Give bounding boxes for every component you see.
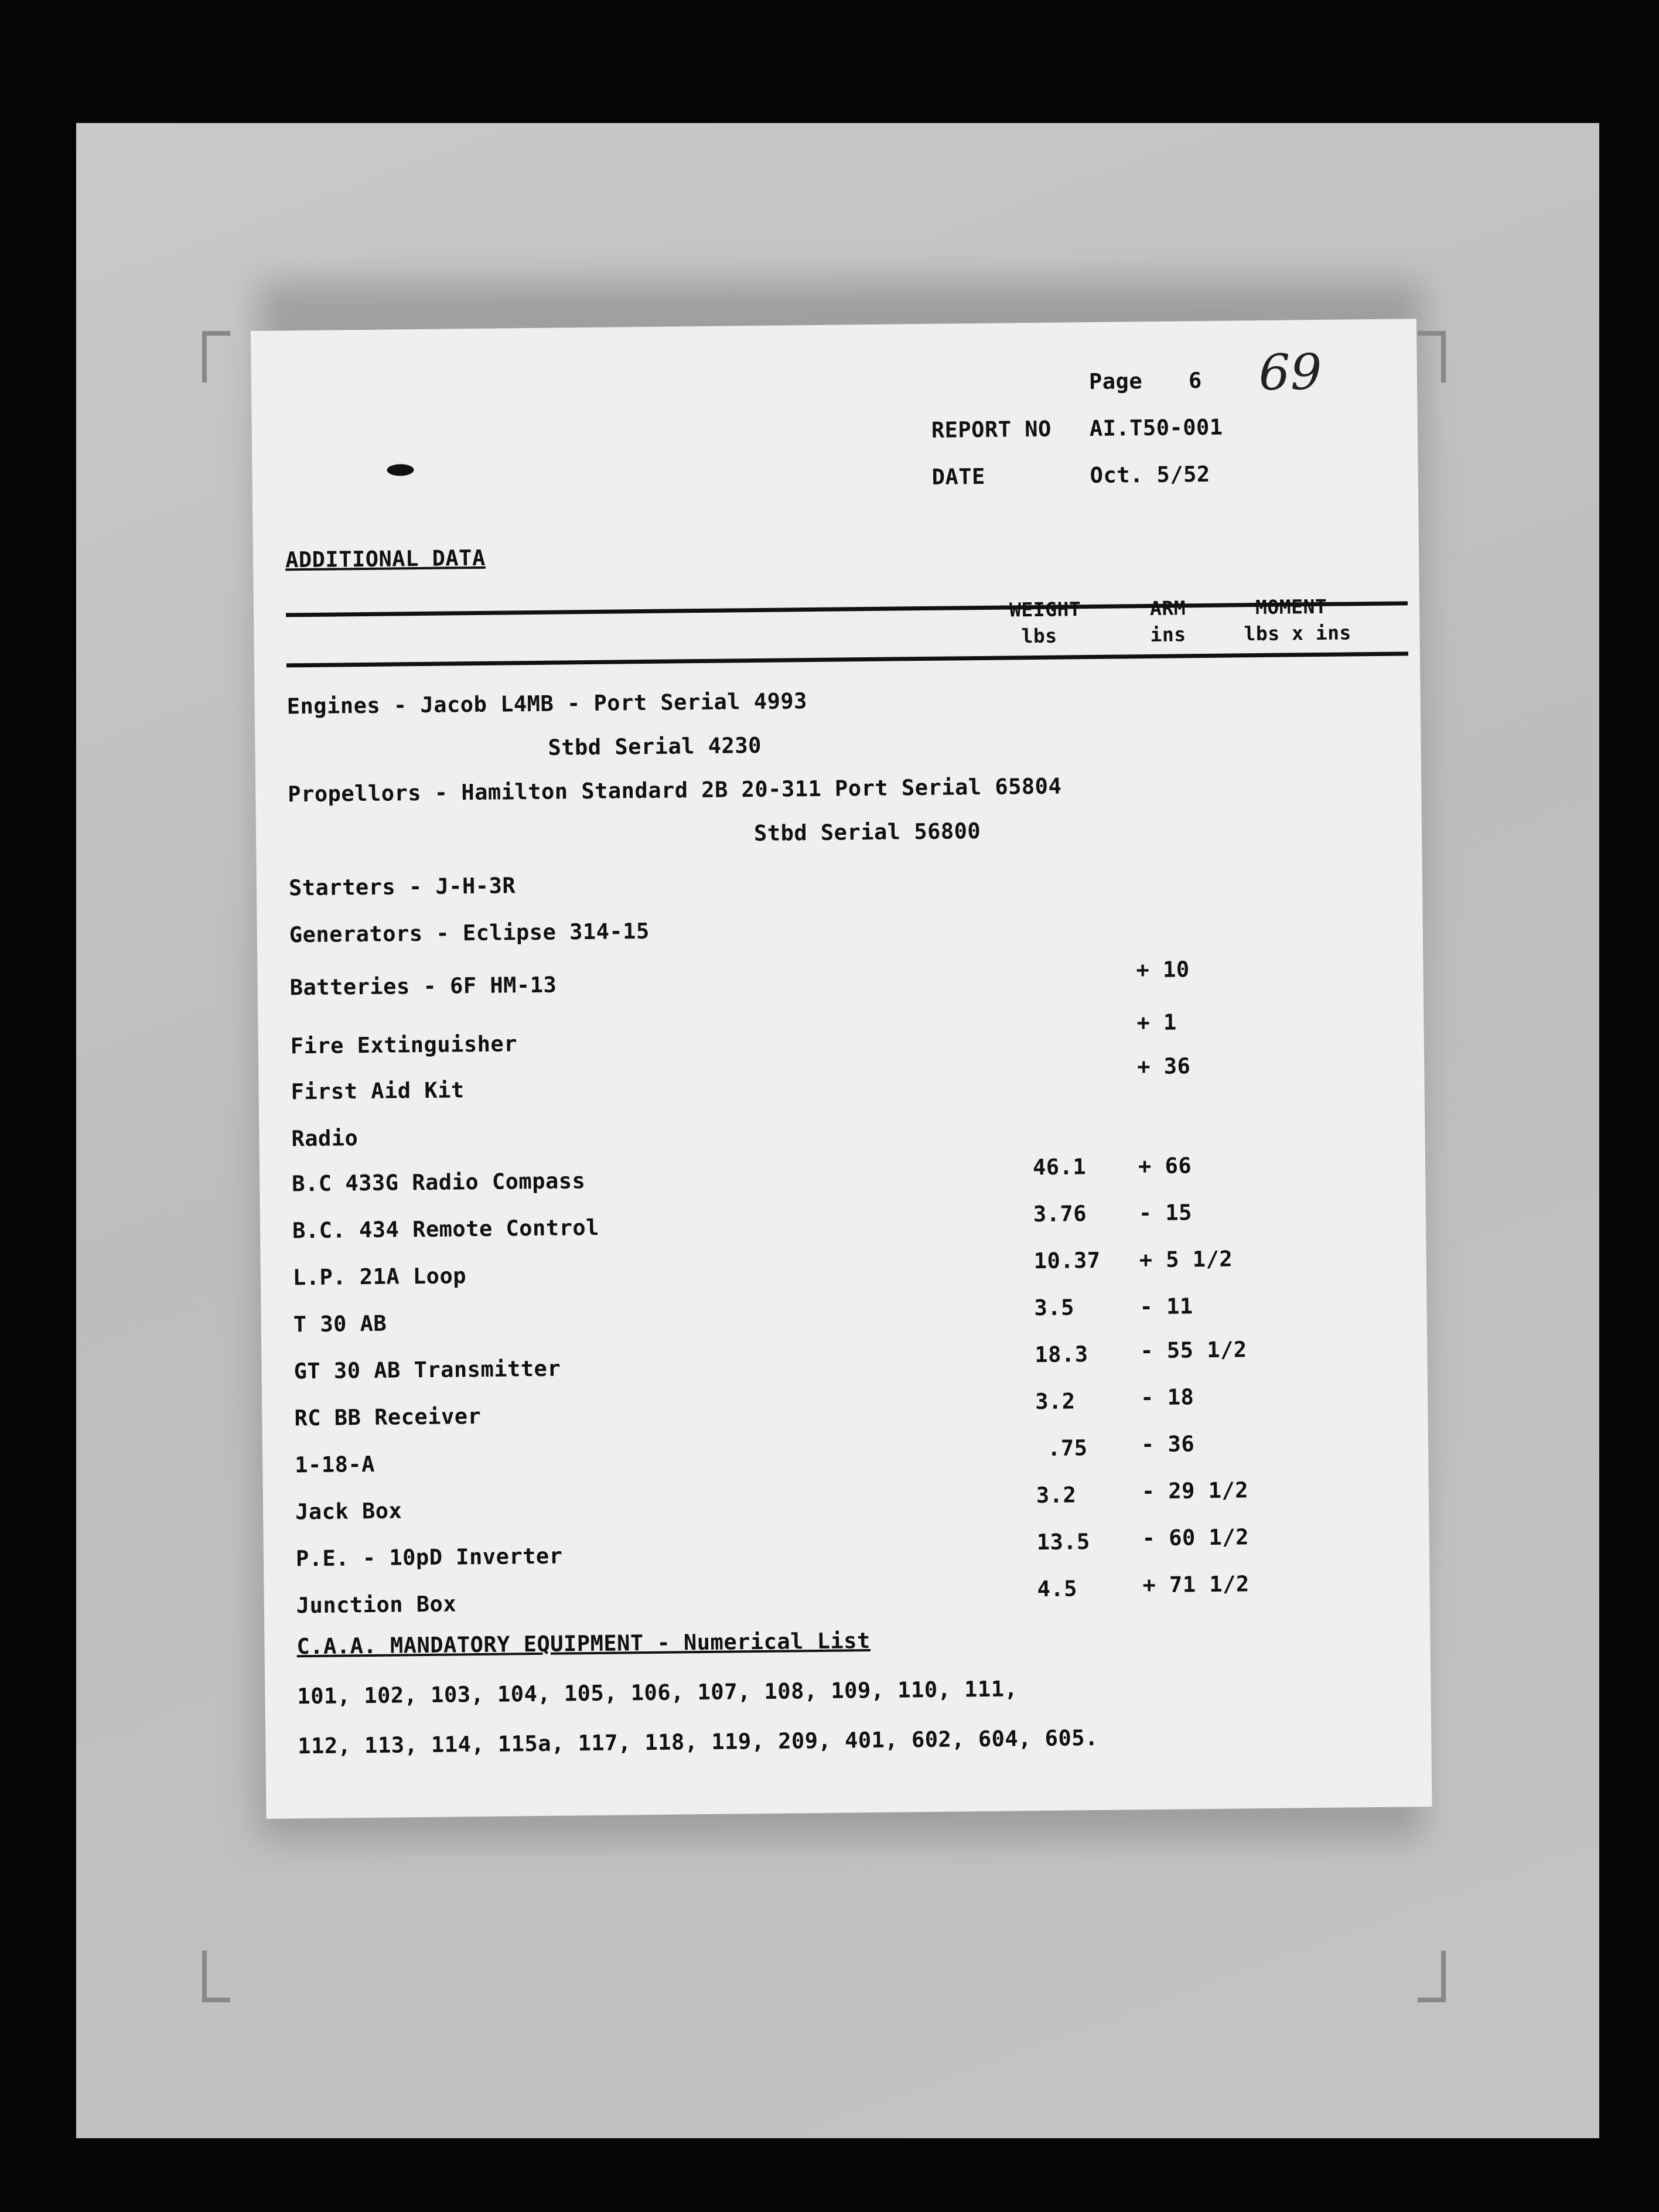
item-name: Junction Box xyxy=(296,1591,457,1619)
item-arm: - 55 1/2 xyxy=(1140,1337,1247,1364)
crop-mark xyxy=(202,1951,230,2002)
header-rule-bottom xyxy=(286,651,1408,667)
crop-mark xyxy=(1418,1951,1446,2002)
item-name: Fire Extinguisher xyxy=(290,1031,518,1059)
date-value: Oct. 5/52 xyxy=(1090,461,1210,489)
item-name: 1-18-A xyxy=(295,1451,376,1478)
item-arm: - 60 1/2 xyxy=(1142,1524,1250,1551)
mandatory-list-line-2: 112, 113, 114, 115a, 117, 118, 119, 209, 401, 602, 604, 605. xyxy=(298,1725,1099,1759)
ink-blot xyxy=(387,464,414,476)
item-name: First Aid Kit xyxy=(291,1077,465,1105)
mandatory-title: C.A.A. MANDATORY EQUIPMENT - Numerical List xyxy=(296,1628,871,1660)
item-arm: - 15 xyxy=(1138,1200,1193,1226)
item-arm: - 29 1/2 xyxy=(1141,1477,1249,1504)
item-arm: + 66 xyxy=(1138,1153,1192,1179)
starters-line: Starters - J-H-3R xyxy=(288,873,516,901)
item-arm: - 36 xyxy=(1141,1431,1195,1457)
header-rule-top xyxy=(286,601,1408,617)
section-title: ADDITIONAL DATA xyxy=(285,545,486,573)
generators-line: Generators - Eclipse 314-15 xyxy=(289,918,650,948)
item-name: RC BB Receiver xyxy=(294,1403,482,1431)
page-label: Page xyxy=(1088,368,1143,395)
report-label: REPORT NO xyxy=(931,416,1052,443)
item-name: B.C. 434 Remote Control xyxy=(292,1214,600,1244)
item-arm: - 11 xyxy=(1139,1293,1193,1320)
col-moment-unit: lbs x ins xyxy=(1244,621,1352,646)
col-arm: ARM xyxy=(1149,596,1186,620)
engines-line: Engines - Jacob L4MB - Port Serial 4993 xyxy=(286,688,808,719)
item-weight: .75 xyxy=(1047,1435,1088,1461)
item-weight: 3.5 xyxy=(1034,1295,1075,1321)
item-arm: + 10 xyxy=(1136,957,1190,983)
item-weight: 18.3 xyxy=(1035,1341,1088,1368)
item-weight: 3.2 xyxy=(1035,1388,1076,1415)
item-weight: 10.37 xyxy=(1033,1247,1101,1274)
mandatory-list-line-1: 101, 102, 103, 104, 105, 106, 107, 108, 109, 110, 111, xyxy=(297,1676,1018,1709)
item-weight: 4.5 xyxy=(1037,1576,1078,1602)
item-weight: 3.76 xyxy=(1033,1201,1087,1227)
item-name: Jack Box xyxy=(295,1498,402,1525)
crop-mark xyxy=(202,331,230,383)
item-name: GT 30 AB Transmitter xyxy=(293,1356,561,1384)
item-arm: + 1 xyxy=(1136,1009,1177,1036)
engines-stbd-line: Stbd Serial 4230 xyxy=(548,732,762,760)
handwritten-number: 69 xyxy=(1258,343,1323,401)
page-number: 6 xyxy=(1188,368,1202,394)
item-name: T 30 AB xyxy=(293,1310,387,1337)
item-weight: 3.2 xyxy=(1036,1482,1077,1508)
item-weight: 13.5 xyxy=(1036,1529,1091,1555)
date-label: DATE xyxy=(931,463,986,490)
col-weight-unit: lbs xyxy=(1021,624,1057,648)
propellers-line: Propellors - Hamilton Standard 2B 20-311 Port Serial 65804 xyxy=(288,773,1062,807)
col-moment: MOMENT xyxy=(1255,595,1327,619)
item-arm: - 18 xyxy=(1140,1384,1194,1411)
item-name: B.C 433G Radio Compass xyxy=(292,1168,586,1197)
propellers-stbd-line: Stbd Serial 56800 xyxy=(753,818,981,846)
item-name: L.P. 21A Loop xyxy=(292,1263,467,1291)
item-arm: + 5 1/2 xyxy=(1139,1246,1233,1273)
item-arm: + 71 1/2 xyxy=(1142,1571,1250,1598)
item-name: Batteries - 6F HM-13 xyxy=(289,972,557,1001)
document-page xyxy=(251,319,1432,1819)
item-name: Radio xyxy=(291,1125,359,1152)
item-weight: 46.1 xyxy=(1032,1154,1087,1180)
report-value: AI.T50-001 xyxy=(1089,414,1223,442)
col-arm-unit: ins xyxy=(1150,623,1186,646)
item-name: P.E. - 10pD Inverter xyxy=(295,1543,563,1572)
col-weight: WEIGHT xyxy=(1009,598,1081,622)
item-arm: + 36 xyxy=(1137,1053,1191,1080)
